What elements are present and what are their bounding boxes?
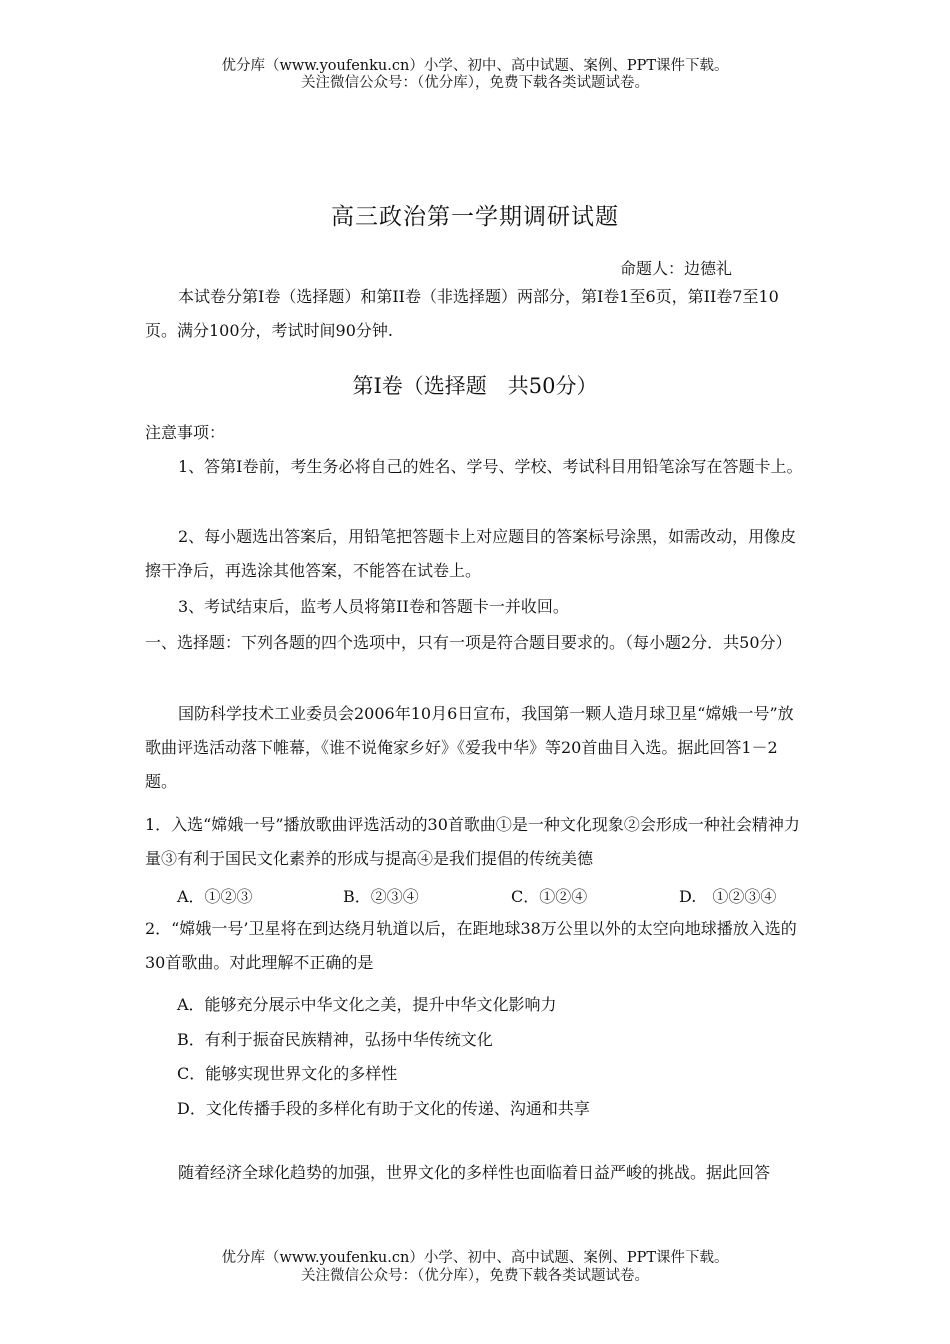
q1-option-a: A．①②③ [177,887,253,906]
question-1-stem: 1．入选“嫦娥一号”播放歌曲评选活动的30首歌曲①是一种文化现象②会形成一种社会精神力量③有利于国民文化素养的形成与提高④是我们提倡的传统美德 [145,815,800,868]
q2-option-b: B．有利于振奋民族精神，弘扬中华传统文化 [177,1030,493,1049]
q1-option-b: B．②③④ [343,887,419,906]
header-line-2: 关注微信公众号：（优分库），免费下载各类试题试卷。 [301,75,649,91]
exam-title: 高三政治第一学期调研试题 [331,204,619,230]
material-1: 国防科学技术工业委员会2006年10月6日宣布，我国第一颗人造月球卫星“嫦娥一号”放歌曲评选活动落下帷幕，《谁不说俺家乡好》《爱我中华》等20首曲目入选。据此回答1－2题。 [145,704,794,791]
q2-option-c: C．能够实现世界文化的多样性 [177,1064,398,1083]
question-2-stem: 2．“嫦娥一号’卫星将在到达绕月轨道以后，在距地球38万公里以外的太空向地球播放入选的30首歌曲。对此理解不正确的是 [145,919,797,972]
intro-paragraph: 本试卷分第Ⅰ卷（选择题）和第II卷（非选择题）两部分，第Ⅰ卷1至6页，第II卷7至10页。满分100分，考试时间90分钟. [145,287,779,340]
section-title: 第Ⅰ卷（选择题 共50分） [352,374,598,398]
footer-line-2: 关注微信公众号：（优分库），免费下载各类试题试卷。 [301,1268,649,1284]
author: 命题人：边德礼 [620,259,733,278]
material-2: 随着经济全球化趋势的加强，世界文化的多样性也面临着日益严峻的挑战。据此回答 [178,1163,771,1182]
q2-option-a: A．能够充分展示中华文化之美，提升中华文化影响力 [177,995,557,1014]
q1-option-d: D. ①②③④ [679,887,777,906]
question-1-options [177,884,797,907]
q1-option-c: C．①②④ [511,887,588,906]
part-one-heading: 一、选择题：下列各题的四个选项中，只有一项是符合题目要求的。（每小题2分．共50分） [145,633,792,652]
header-line-1: 优分库（www.youfenku.cn）小学、初中、高中试题、案例、PPT课件下载。 [221,58,729,74]
notice-item-1: 1、答第Ⅰ卷前，考生务必将自己的姓名、学号、学校、考试科目用铅笔涂写在答题卡上。 [178,457,803,476]
notice-item-3: 3、考试结束后，监考人员将第II卷和答题卡一并收回。 [178,597,569,616]
notice-label: 注意事项： [145,423,226,442]
q2-option-d: D．文化传播手段的多样化有助于文化的传递、沟通和共享 [177,1099,590,1118]
notice-item-2: 2、每小题选出答案后，用铅笔把答题卡上对应题目的答案标号涂黑，如需改动，用像皮擦干净后，再选涂其他答案，不能答在试卷上。 [145,527,797,580]
footer-line-1: 优分库（www.youfenku.cn）小学、初中、高中试题、案例、PPT课件下载。 [221,1250,729,1266]
